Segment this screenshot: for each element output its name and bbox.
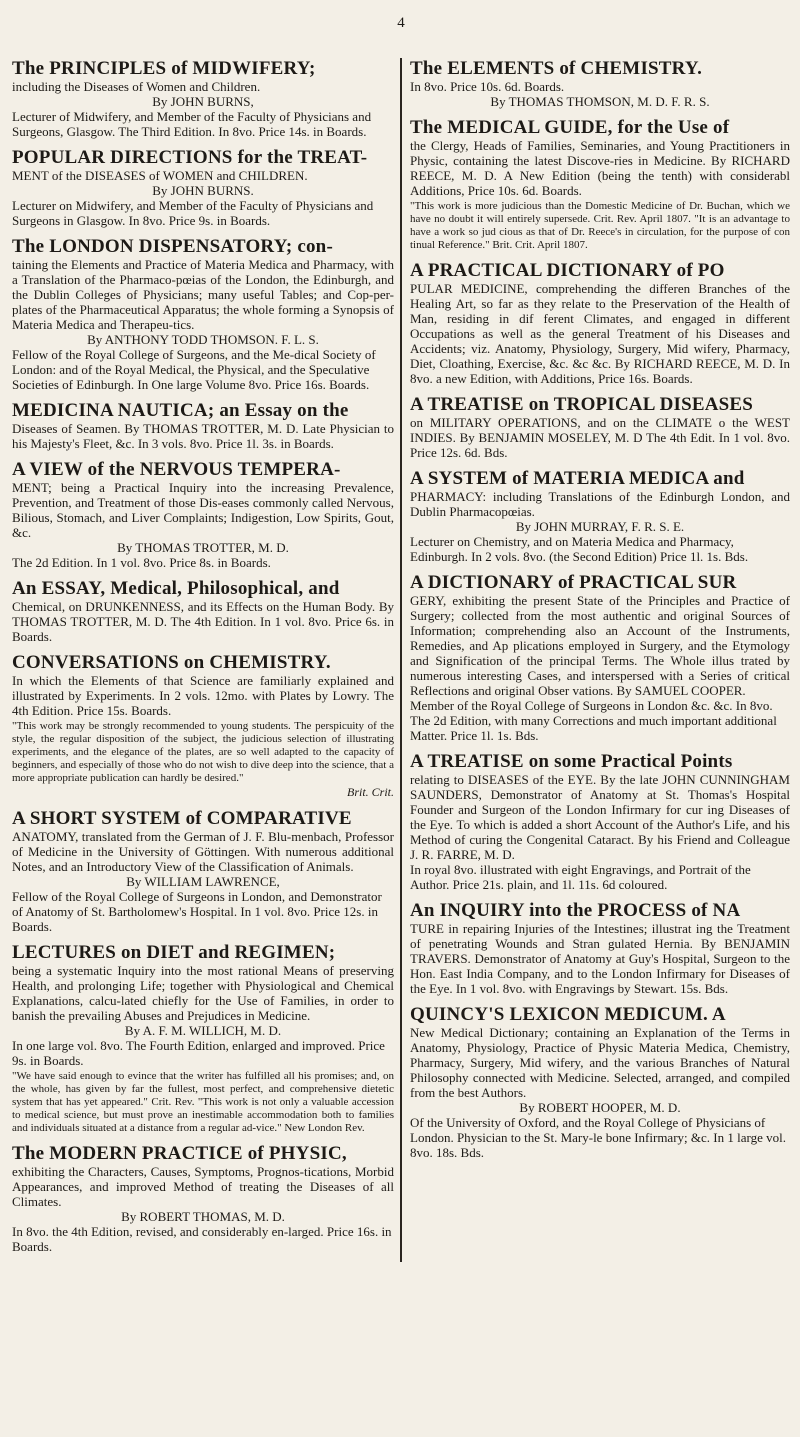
catalogue-entry: [410, 394, 790, 460]
entry-quote: "This work may be strongly recommended to young students. The perspicuity of the style, the regular disposition of the subject, the judicious selection of illustrating experiments, and the elegance of the plates, are so well adapted to the capacity of beginners, and especially of those who do not wish to dive deep into the science, that a more appropriate publication can hardly be desired.": [12, 720, 394, 784]
catalogue-entry: [12, 459, 394, 570]
entry-author: By THOMAS TROTTER, M. D.: [117, 540, 289, 555]
catalogue-entry: [410, 900, 790, 996]
catalogue-entry: [12, 578, 394, 644]
entry-author: By A. F. M. WILLICH, M. D.: [124, 1023, 282, 1038]
catalogue-entry: [12, 58, 394, 139]
entry-author: By ANTHONY TODD THOMSON. F. L. S.: [87, 332, 319, 347]
entry-body: New Medical Dictionary; containing an Explanation of the Terms in Anatomy, Physiology, Practice of Physic Materia Medica, Chemistry, Pharmacy, Surgery, Mid wifery, and the various Branches of Natural Philosophy connected with Medicine. Selected, arranged, and compiled from the best Authors.: [410, 1025, 790, 1100]
entry-pub: Of the University of Oxford, and the Royal College of Physicians of London. Physician to the St. Mary-le bone Infirmary; &c. In 1 large vol. 8vo. 18s. Bds.: [410, 1115, 786, 1160]
catalogue-entry: [410, 751, 790, 892]
entry-pub: The 2d Edition. In 1 vol. 8vo. Price 8s. in Boards.: [12, 555, 271, 570]
entry-body: MENT; being a Practical Inquiry into the increasing Prevalence, Prevention, and Treatment of those Dis-eases commonly called Nervous, Bilious, Stomach, and Liver Complaints; Indigestion, Low Spirits, Gout, &c.: [12, 480, 394, 540]
entry-author: By ROBERT HOOPER, M. D.: [519, 1100, 681, 1115]
entry-body: Chemical, on DRUNKENNESS, and its Effects on the Human Body. By THOMAS TROTTER, M. D. The 4th Edition. In 1 vol. 8vo. Price 6s. in Boards.: [12, 599, 394, 644]
catalogue-entry: [12, 400, 394, 451]
entry-quote: "We have said enough to evince that the writer has fulfilled all his promises; and, on the whole, has given by far the fullest, most perfect, and comprehensive dietetic system that has yet appeared." Crit. Rev. "This work is not only a valuable accession to medical science, but must prove an inestimable accommodation both to families and individuals situated at a distance from a regular ad-vice." New London Rev.: [12, 1070, 394, 1134]
catalogue-entry: [12, 808, 394, 934]
entry-body: PULAR MEDICINE, comprehending the differen Branches of the Healing Art, so far as they relate to the Preservation of the Health of Man, residing in dif ferent Climates, and engaged in different Occupations as well as the general Treatment of his Diseases and Accidents; viz. Anatomy, Physiology, Surgery, Mid wifery, Pharmacy, Diet, Cloathing, Exercise, &c. &c &c. By RICHARD REECE, M. D. In 8vo. a new Edition, with Additions, Price 16s. Boards.: [410, 281, 790, 386]
catalogue-entry: [410, 260, 790, 386]
entry-body: PHARMACY: including Translations of the Edinburgh London, and Dublin Pharmacopœias.: [410, 489, 790, 519]
entry-pub: In royal 8vo. illustrated with eight Engravings, and Portrait of the Author. Price 21s. plain, and 1l. 11s. 6d coloured.: [410, 862, 751, 892]
entry-author: By JOHN BURNS.: [152, 183, 254, 198]
entry-pub: Lecturer on Midwifery, and Member of the Faculty of Physicians and Surgeons in Glasgow. In 8vo. Price 9s. in Boards.: [12, 198, 374, 228]
entry-source: Brit. Crit.: [346, 785, 394, 799]
catalogue-entry: [410, 468, 790, 564]
entry-pub: In 8vo. the 4th Edition, revised, and considerably en-larged. Price 16s. in Boards.: [12, 1224, 392, 1254]
entry-body: taining the Elements and Practice of Materia Medica and Pharmacy, with a Translation of the Pharmaco-pœias of the London, the Edinburgh, and the Dublin Colleges of Physicians; many useful Tables; and Cop-per-plates of the Pharmaceutical Apparatus; the whole forming a Synopsis of Materia Medica and Therapeu-tics.: [12, 257, 394, 332]
left-column: [12, 58, 402, 1262]
entry-title: A SHORT SYSTEM of COMPARATIVE: [12, 808, 352, 829]
catalogue-entry: [12, 1143, 394, 1254]
entry-sub: In 8vo. Price 10s. 6d. Boards.: [410, 79, 565, 94]
entry-title: A DICTIONARY of PRACTICAL SUR: [410, 572, 737, 593]
entry-author: By JOHN BURNS,: [152, 94, 254, 109]
entry-body: relating to DISEASES of the EYE. By the late JOHN CUNNINGHAM SAUNDERS, Demonstrator of Anatomy at St. Thomas's Hospital Founder and Surgeon of the London Infirmary for cur ing Diseases of the Eye. To which is added a short Account of the Author's Life, and his Method of curing the Congenital Cataract. By his Friend and Colleague J. R. FARRE, M. D.: [410, 772, 790, 862]
entry-body: GERY, exhibiting the present State of the Principles and Practice of Surgery; collected from the most authentic and original Sources of Information; comprehending also an Account of the Instruments, Remedies, and Ap plications employed in Surgery, and the Etymology and Signification of the principal Terms. The Whole illus trated by numerous interesting Cases, and interspersed with a Series of critical Reflections and original Obser vations. By SAMUEL COOPER.: [410, 593, 790, 698]
entry-title: QUINCY'S LEXICON MEDICUM. A: [410, 1004, 726, 1025]
catalogue-entry: [12, 236, 394, 392]
catalogue-entry: [410, 117, 790, 252]
catalogue-entry: [410, 1004, 790, 1160]
catalogue-entry: [12, 147, 394, 228]
entry-title: LECTURES on DIET and REGIMEN;: [12, 942, 336, 963]
right-column: [402, 58, 790, 1168]
entry-title: MEDICINA NAUTICA; an Essay on the: [12, 400, 349, 421]
catalogue-entry: [410, 58, 790, 109]
entry-title: The LONDON DISPENSATORY; con-: [12, 236, 333, 257]
entry-title: The MODERN PRACTICE of PHYSIC,: [12, 1143, 347, 1164]
entry-title: The ELEMENTS of CHEMISTRY.: [410, 58, 703, 79]
entry-pub: Lecturer on Chemistry, and on Materia Medica and Pharmacy, Edinburgh. In 2 vols. 8vo. (the Second Edition) Price 1l. 1s. Bds.: [410, 534, 749, 564]
entry-pub: Member of the Royal College of Surgeons in London &c. &c. In 8vo. The 2d Edition, with many Corrections and much important additional Matter. Price 1l. 1s. Bds.: [410, 698, 777, 743]
entry-title: The PRINCIPLES of MIDWIFERY;: [12, 58, 316, 79]
entry-body: TURE in repairing Injuries of the Intestines; illustrat ing the Treatment of penetrating Wounds and Stran gulated Hernia. By BENJAMIN TRAVERS. Demonstrator of Anatomy at Guy's Hospital, Surgeon to the Hon. East India Company, and to the London Infirmary for Diseases of the Eye. In 1 vol. 8vo. with Engravings by Stewart. 15s. Bds.: [410, 921, 790, 996]
entry-author: By JOHN MURRAY, F. R. S. E.: [515, 519, 685, 534]
catalogue-entry: [410, 572, 790, 743]
catalogue-entry: [12, 652, 394, 800]
entry-title: A PRACTICAL DICTIONARY of PO: [410, 260, 725, 281]
entry-body: the Clergy, Heads of Families, Seminaries, and Young Practitioners in Physic, containing the latest Discove-ries in Medicine. By RICHARD REECE, M. D. A New Edition (being the tenth) with considerabl Additions, Price 10s. 6d. Boards.: [410, 138, 790, 198]
entry-body: MENT of the DISEASES of WOMEN and CHILDREN.: [12, 168, 308, 183]
entry-body: exhibiting the Characters, Causes, Symptoms, Prognos-tications, Morbid Appearances, and improved Method of treating the Diseases of all Climates.: [12, 1164, 394, 1209]
page-number: 4: [397, 15, 405, 31]
entry-body: including the Diseases of Women and Children.: [12, 79, 261, 94]
entry-body: Diseases of Seamen. By THOMAS TROTTER, M. D. Late Physician to his Majesty's Fleet, &c. In 3 vols. 8vo. Price 1l. 3s. in Boards.: [12, 421, 394, 451]
entry-title: A TREATISE on TROPICAL DISEASES: [410, 394, 754, 415]
entry-quote: "This work is more judicious than the Domestic Medicine of Dr. Buchan, which we have no doubt it will entirely supersede. Crit. Rev. April 1807. "It is an advantage to have a work so jud cious as that of Dr. Reece's in circulation, for the purpose of con tinual Reference." Brit. Crit. April 1807.: [410, 200, 790, 251]
entry-body: being a systematic Inquiry into the most rational Means of preserving Health, and prolonging Life; together with Physiological and Chemical Explanations, calcu-lated chiefly for the Use of Families, in order to banish the prevailing Abuses and Prejudices in Medicine.: [12, 963, 394, 1023]
entry-pub: Lecturer of Midwifery, and Member of the Faculty of Physicians and Surgeons, Glasgow. The Third Edition. In 8vo. Price 14s. in Boards.: [12, 109, 372, 139]
entry-author: By ROBERT THOMAS, M. D.: [121, 1209, 285, 1224]
entry-title: An ESSAY, Medical, Philosophical, and: [12, 578, 340, 599]
entry-body: on MILITARY OPERATIONS, and on the CLIMATE o the WEST INDIES. By BENJAMIN MOSELEY, M. D The 4th Edit. In 1 vol. 8vo. Price 12s. 6d. Bds.: [410, 415, 790, 460]
entry-title: A VIEW of the NERVOUS TEMPERA-: [12, 459, 341, 480]
columns: [12, 58, 790, 1262]
entry-title: POPULAR DIRECTIONS for the TREAT-: [12, 147, 368, 168]
entry-pub: In one large vol. 8vo. The Fourth Edition, enlarged and improved. Price 9s. in Boards.: [12, 1038, 385, 1068]
entry-author: By THOMAS THOMSON, M. D. F. R. S.: [490, 94, 710, 109]
entry-title: A TREATISE on some Practical Points: [410, 751, 733, 772]
entry-pub: Fellow of the Royal College of Surgeons in London, and Demonstrator of Anatomy of St. Bartholomew's Hospital. In 1 vol. 8vo. Price 12s. in Boards.: [12, 889, 382, 934]
entry-author: By WILLIAM LAWRENCE,: [126, 874, 280, 889]
entry-title: CONVERSATIONS on CHEMISTRY.: [12, 652, 331, 673]
entry-body: In which the Elements of that Science are familiarly explained and illustrated by Experiments. In 2 vols. 12mo. with Plates by Lowry. The 4th Edition. Price 15s. Boards.: [12, 673, 394, 718]
entry-body: ANATOMY, translated from the German of J. F. Blu-menbach, Professor of Medicine in the University of Göttingen. With numerous additional Notes, and an Introductory View of the Classification of Animals.: [12, 829, 394, 874]
entry-title: An INQUIRY into the PROCESS of NA: [410, 900, 741, 921]
entry-title: A SYSTEM of MATERIA MEDICA and: [410, 468, 745, 489]
entry-title: The MEDICAL GUIDE, for the Use of: [410, 117, 730, 138]
catalogue-entry: [12, 942, 394, 1135]
entry-pub: Fellow of the Royal College of Surgeons, and the Me-dical Society of London: and of the Royal Medical, the Physical, and the Speculative Societies of Edinburgh. In One large Volume 8vo. Price 16s. Boards.: [12, 347, 376, 392]
